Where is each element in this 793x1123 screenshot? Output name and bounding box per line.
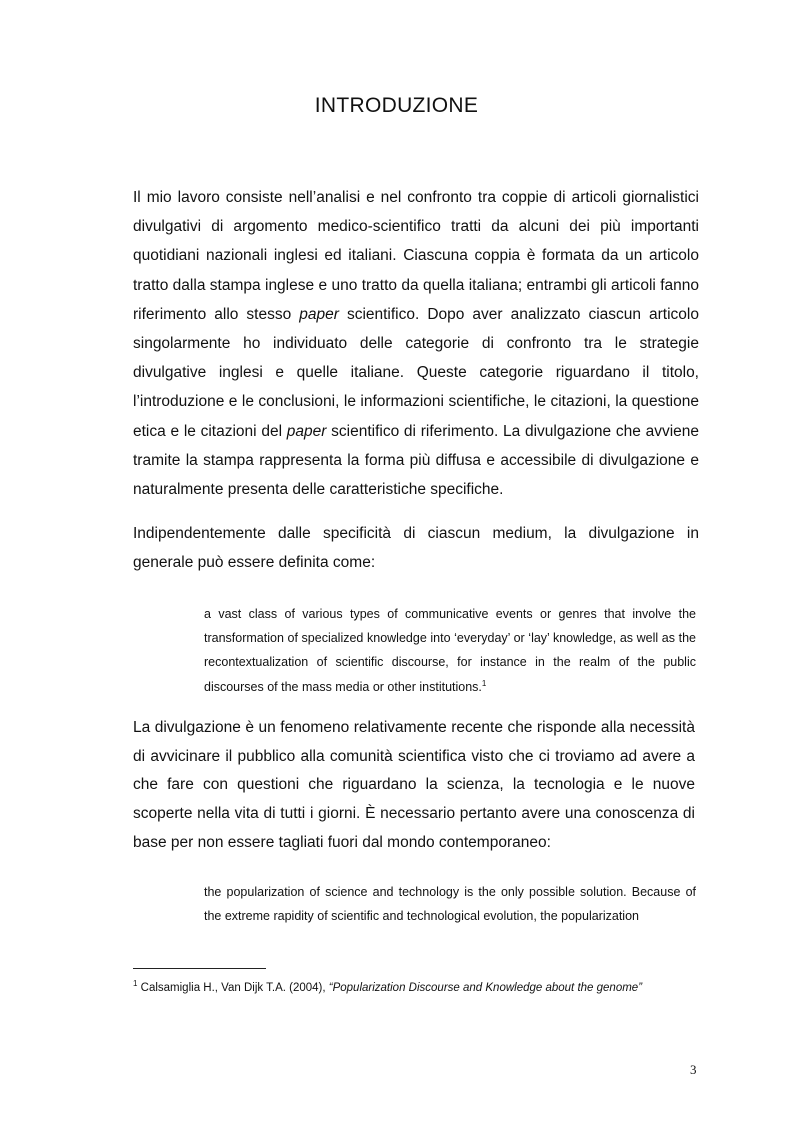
page-number: 3: [690, 1062, 697, 1077]
block-quote-definition: [204, 602, 696, 699]
page-title: INTRODUZIONE: [314, 94, 479, 117]
block-quote-popularization: the popularization of science and technology is the only possible solution. Because of the extreme rapidity of scientific and technological evolution, the popularization: [204, 885, 696, 923]
footnote-authors: Calsamiglia H., Van Dijk T.A. (2004),: [137, 982, 329, 994]
paragraph-definition: Indipendentemente dalle specificità di ciascun medium, la divulgazione in generale può essere definita come:: [133, 525, 699, 571]
block-quote-text: a vast class of various types of communicative events or genres that involve the transformation of specialized knowledge into ‘everyday’ or ‘lay’ knowledge, as well as the recontextualization of scientific discourse, for instance in the realm of the public discourses of the mass media or other institutions.: [204, 607, 696, 694]
paragraph-intro-text-c: scientifico di riferimento. La divulgazione che avviene tramite la stampa rappresenta la forma più diffusa e accessibile di divulgazione e naturalmente presenta delle caratteristiche specifiche.: [133, 422, 700, 499]
footnote-divider: [133, 968, 266, 969]
footnote-title: “Popularization Discourse and Knowledge about the genome”: [328, 982, 643, 994]
paragraph-intro-text-b: scientifico. Dopo aver analizzato ciascun articolo singolarmente ho individuato delle categorie di confronto tra le strategie divulgative inglesi e quelle italiane. Queste categorie riguardano il titolo, l’introduzione e le conclusioni, le informazioni scientifiche, le citazioni, la questione etica e le citazioni del: [133, 305, 699, 440]
footnote: [133, 980, 733, 996]
italic-term-paper: paper: [299, 305, 339, 323]
paragraph-intro: [133, 183, 699, 504]
footnote-marker: 1: [133, 979, 138, 989]
paragraph-context: La divulgazione è un fenomeno relativamente recente che risponde alla necessità di avvicinare il pubblico alla comunità scientifica visto che ci troviamo ad avere a che fare con questioni che riguardano la scienza, la tecnologia e le nuove scoperte nella vita di tutti i giorni. È necessario pertanto avere una conoscenza di base per non essere tagliati fuori dal mondo contemporaneo:: [133, 719, 695, 851]
paragraph-intro-text-a: Il mio lavoro consiste nell’analisi e nel confronto tra coppie di articoli giornalistici divulgativi di argomento medico-scientifico tratti da alcuni dei più importanti quotidiani nazionali inglesi ed italiani. Ciascuna coppia è formata da un articolo tratto dalla stampa inglese e uno tratto da quella italiana; entrambi gli articoli fanno riferimento allo stesso: [133, 189, 699, 323]
footnote-reference[interactable]: 1: [481, 678, 487, 688]
italic-term-paper: paper: [286, 422, 327, 440]
